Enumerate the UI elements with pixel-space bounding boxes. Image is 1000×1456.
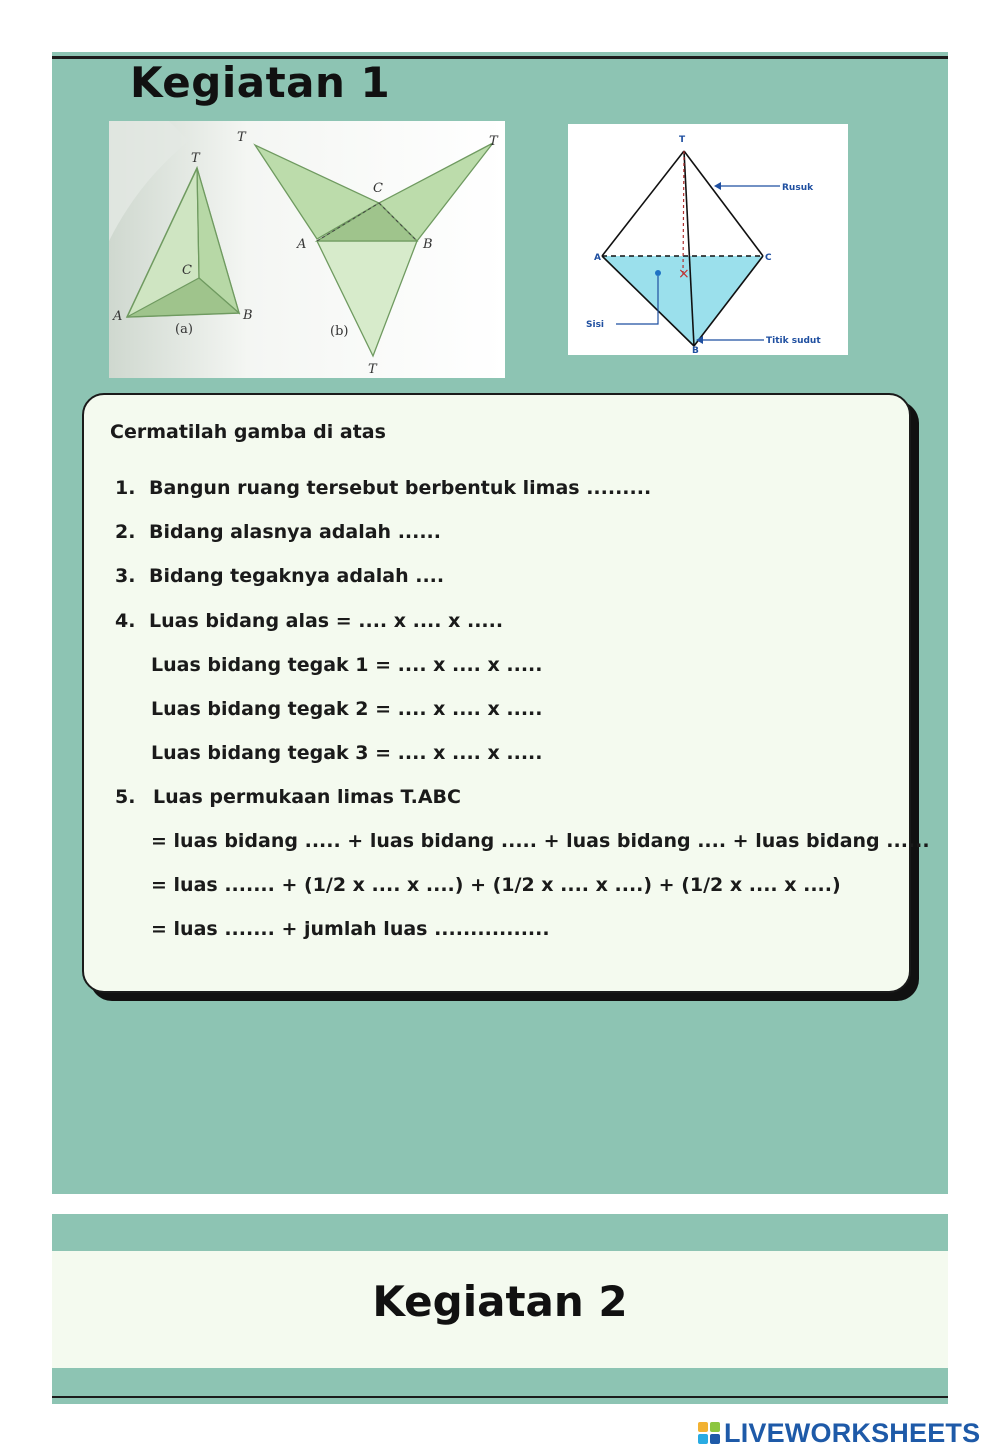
question-3-number: 3. xyxy=(115,565,136,587)
label-A: A xyxy=(594,253,601,263)
pyramid-figure-left xyxy=(109,121,505,378)
question-3-text: Bidang tegaknya adalah .... xyxy=(149,565,445,587)
label-T: T xyxy=(679,135,686,145)
label-b-A: A xyxy=(297,237,307,252)
label-a-T: T xyxy=(191,151,200,166)
question-2 xyxy=(115,521,441,543)
card-instruction: Cermatilah gamba di atas xyxy=(110,421,386,443)
question-1-text: Bangun ruang tersebut berbentuk limas ......... xyxy=(149,477,652,499)
liveworksheets-wordmark: LIVEWORKSHEETS xyxy=(724,1417,981,1448)
caption-b: (b) xyxy=(330,324,349,339)
label-b-T-bottom: T xyxy=(368,362,377,377)
question-2-number: 2. xyxy=(115,521,136,543)
label-rusuk: Rusuk xyxy=(782,183,814,193)
question-4-text: Luas bidang alas = .... x .... x ..... xyxy=(149,610,504,632)
kegiatan-1-title: Kegiatan 1 xyxy=(130,58,391,107)
bottom-divider xyxy=(52,1396,948,1398)
question-5-number: 5. xyxy=(115,786,136,808)
label-C: C xyxy=(765,253,772,263)
liveworksheets-brand[interactable] xyxy=(698,1418,980,1448)
label-sisi: Sisi xyxy=(586,320,605,330)
question-5 xyxy=(115,786,461,808)
question-5-line-2: = luas ....... + (1/2 x .... x ....) + (1/2 x .... x ....) + (1/2 x .... x ....) xyxy=(151,874,841,896)
label-a-A: A xyxy=(113,309,123,324)
kegiatan-2-title: Kegiatan 2 xyxy=(372,1277,628,1326)
label-b-T-left: T xyxy=(237,130,246,145)
liveworksheets-logo-icon xyxy=(698,1422,720,1444)
question-4-number: 4. xyxy=(115,610,136,632)
question-4-tegak-3: Luas bidang tegak 3 = .... x .... x ..... xyxy=(151,742,543,764)
question-5-text: Luas permukaan limas T.ABC xyxy=(153,786,461,808)
question-5-line-1: = luas bidang ..... + luas bidang ..... + luas bidang .... + luas bidang ...... xyxy=(151,830,930,852)
caption-a: (a) xyxy=(175,322,193,337)
label-B: B xyxy=(692,346,699,355)
kegiatan-1-panel xyxy=(52,52,948,1194)
pyramid-and-net-diagram xyxy=(109,121,505,378)
question-5-line-3: = luas ....... + jumlah luas ................ xyxy=(151,918,550,940)
question-3 xyxy=(115,565,444,587)
question-2-text: Bidang alasnya adalah ...... xyxy=(149,521,441,543)
question-1 xyxy=(115,477,651,499)
label-a-B: B xyxy=(243,308,253,323)
label-b-C: C xyxy=(373,181,383,196)
pyramid-figure-right xyxy=(568,124,848,355)
kegiatan-2-band xyxy=(52,1251,948,1368)
svg-text:×: × xyxy=(678,266,690,282)
label-b-T-right: T xyxy=(489,134,498,149)
question-1-number: 1. xyxy=(115,477,136,499)
label-a-C: C xyxy=(182,263,192,278)
labeled-pyramid-diagram xyxy=(568,124,848,355)
kegiatan-2-panel xyxy=(52,1214,948,1404)
question-4-tegak-2: Luas bidang tegak 2 = .... x .... x ..... xyxy=(151,698,543,720)
label-b-B: B xyxy=(423,237,433,252)
label-titik-sudut: Titik sudut xyxy=(766,336,821,346)
question-4-tegak-1: Luas bidang tegak 1 = .... x .... x ..... xyxy=(151,654,543,676)
question-card xyxy=(82,393,930,993)
question-4 xyxy=(115,610,503,632)
